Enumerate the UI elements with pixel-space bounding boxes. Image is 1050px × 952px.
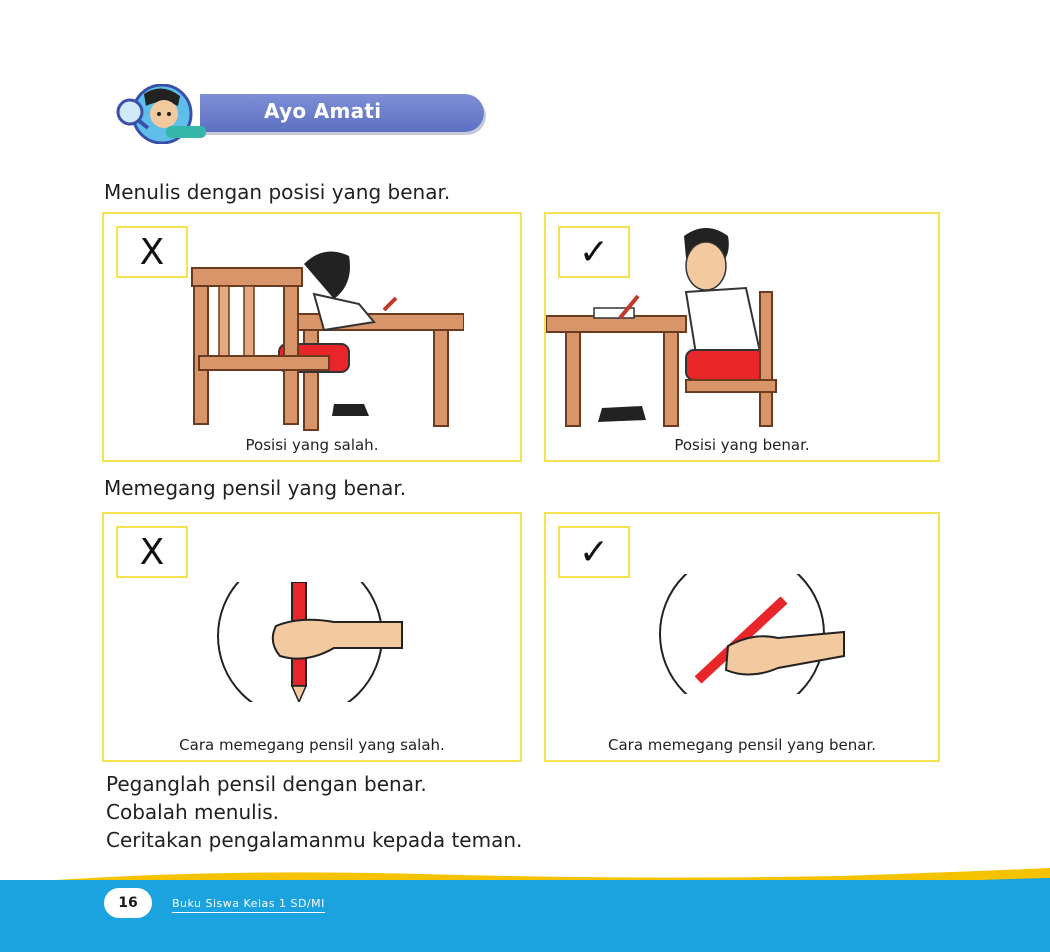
section1-heading: Menulis dengan posisi yang benar. — [104, 180, 451, 204]
correct-mark: ✓ — [558, 226, 630, 278]
wrong-grip-caption: Cara memegang pensil yang salah. — [179, 736, 445, 754]
panel-wrong-posture — [102, 212, 522, 462]
wrong-posture-caption: Posisi yang salah. — [245, 436, 379, 454]
correct-grip-illustration — [658, 574, 848, 694]
wrong-mark: X — [116, 226, 188, 278]
correct-posture-illustration — [546, 222, 846, 434]
wrong-grip-mark: X — [116, 526, 188, 578]
book-label: Buku Siswa Kelas 1 SD/MI — [172, 897, 325, 913]
panel-wrong-grip — [102, 512, 522, 762]
panel-correct-grip — [544, 512, 940, 762]
instruction-1: Peganglah pensil dengan benar. — [106, 772, 427, 796]
footer-bar — [0, 880, 1050, 952]
section-title: Ayo Amati — [264, 99, 382, 123]
correct-grip-mark: ✓ — [558, 526, 630, 578]
wrong-grip-illustration — [216, 582, 406, 702]
instruction-3: Ceritakan pengalamanmu kepada teman. — [106, 828, 523, 852]
correct-grip-caption: Cara memegang pensil yang benar. — [607, 736, 877, 754]
panel-correct-posture — [544, 212, 940, 462]
correct-posture-caption: Posisi yang benar. — [674, 436, 810, 454]
instruction-2: Cobalah menulis. — [106, 800, 280, 824]
section2-heading: Memegang pensil yang benar. — [104, 476, 407, 500]
observer-boy-icon — [104, 84, 224, 144]
wrong-posture-illustration — [184, 244, 464, 434]
page-number: 16 — [104, 888, 152, 918]
